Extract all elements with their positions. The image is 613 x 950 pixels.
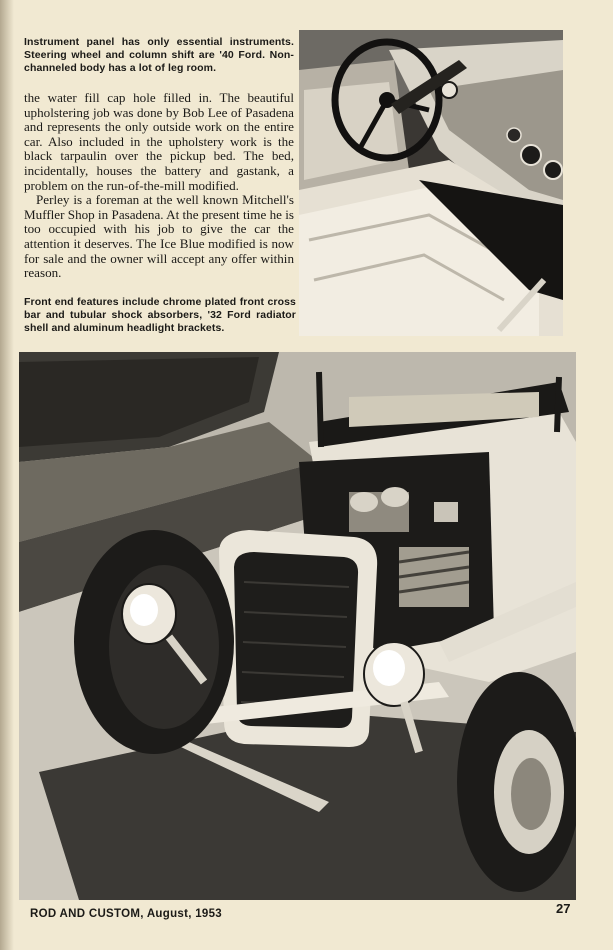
front-end-photo bbox=[19, 352, 576, 900]
article-paragraph: the water fill cap hole filled in. The beautiful upholstering job was done by Bob Lee of Pasadena and represents the only outside work on the entire car. Also included in the upholstery work is the black tarpaulin over the pickup bed. The bed, incidentally, houses the battery and gastank, a problem on the run-of-the-mill modified. bbox=[24, 90, 294, 193]
page-edge-shadow bbox=[0, 0, 14, 950]
article-body bbox=[24, 91, 294, 281]
publication-footer: ROD AND CUSTOM, August, 1953 bbox=[30, 908, 222, 920]
front-end-photo-illustration bbox=[19, 352, 576, 900]
interior-photo bbox=[299, 30, 563, 336]
interior-photo-illustration bbox=[299, 30, 563, 336]
front-end-photo-caption: Front end features include chrome plated front cross bar and tubular shock absorbers, '32 Ford radiator shell and aluminum headlight brackets. bbox=[24, 296, 296, 334]
page-number: 27 bbox=[556, 901, 571, 916]
article-paragraph: Perley is a foreman at the well known Mitchell's Muffler Shop in Pasadena. At the present time he is too occupied with his job to give the car the attention it deserves. The Ice Blue modified is now for sale and the owner will accept any offer within reason. bbox=[24, 192, 294, 281]
interior-photo-caption: Instrument panel has only essential instruments. Steering wheel and column shift are '40 Ford. Non-channeled body has a lot of leg room. bbox=[24, 36, 294, 74]
